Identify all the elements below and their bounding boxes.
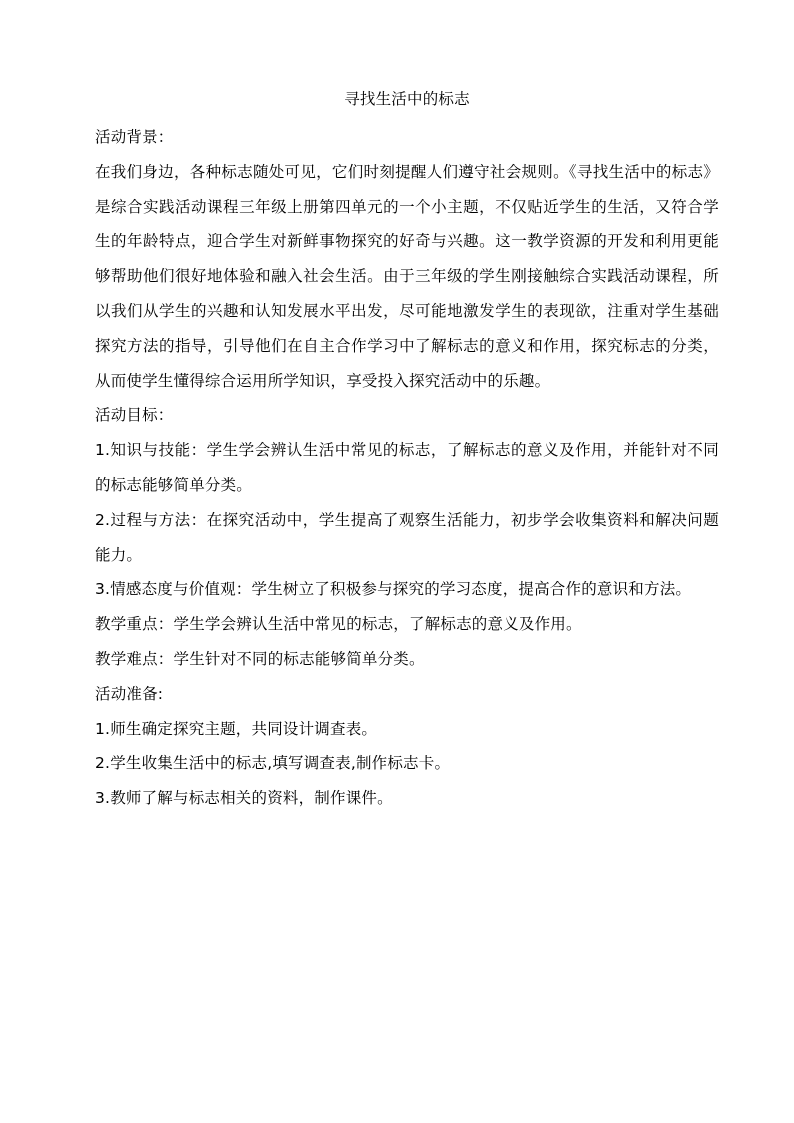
teaching-difficulty: 教学难点：学生针对不同的标志能够简单分类。 xyxy=(95,649,425,668)
preparation-item-1: 1.师生确定探究主题，共同设计调查表。 xyxy=(95,719,378,738)
document-title: 寻找生活中的标志 xyxy=(344,90,470,108)
document-body xyxy=(95,87,719,816)
objective-item-3: 3.情感态度与价值观：学生树立了积极参与探究的学习态度，提高合作的意识和方法。 xyxy=(95,580,692,599)
preparation-item-3: 3.教师了解与标志相关的资料，制作课件。 xyxy=(95,789,393,808)
objectives-heading: 活动目标： xyxy=(95,406,174,425)
preparation-heading: 活动准备: xyxy=(95,684,164,703)
objective-item-1: 1.知识与技能：学生学会辨认生活中常见的标志，了解标志的意义及作用，并能针对不同的标志能够简单分类。 xyxy=(95,441,719,494)
objective-item-2: 2.过程与方法：在探究活动中，学生提高了观察生活能力，初步学会收集资料和解决问题能力。 xyxy=(95,510,719,564)
background-paragraph: 在我们身边，各种标志随处可见，它们时刻提醒人们遵守社会规则。《寻找生活中的标志》是综合实践活动课程三年级上册第四单元的一个小主题，不仅贴近学生的生活，又符合学生的年龄特点，迎合学生对新鲜事物探究的好奇与兴趣。这一教学资源的开发和利用更能够帮助他们很好地体验和融入社会生活。由于三年级的学生刚接触综合实践活动课程，所以我们从学生的兴趣和认知发展水平出发，尽可能地激发学生的表现欲，注重对学生基础探究方法的指导，引导他们在自主合作学习中了解标志的意义和作用，探究标志的分类，从而使学生懂得综合运用所学知识，享受投入探究活动中的乐趣。 xyxy=(95,162,719,390)
teaching-key-point: 教学重点：学生学会辨认生活中常见的标志，了解标志的意义及作用。 xyxy=(95,615,582,634)
background-heading: 活动背景： xyxy=(95,128,174,146)
preparation-item-2: 2.学生收集生活中的标志,填写调查表,制作标志卡。 xyxy=(95,754,451,773)
